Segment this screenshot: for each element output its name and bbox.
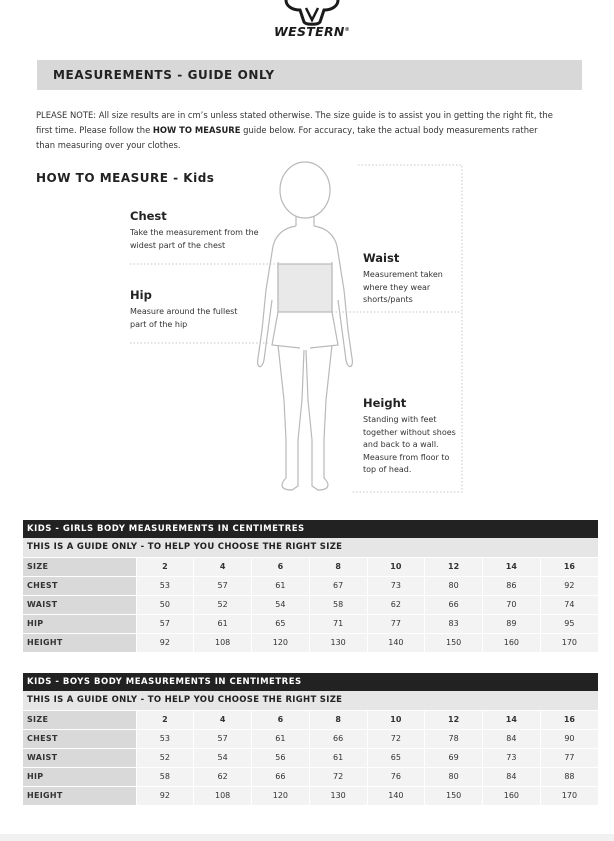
- table-cell: 14: [483, 557, 541, 576]
- table-cell: 65: [252, 614, 310, 633]
- girls-measurements-table: [23, 520, 598, 652]
- table-cell: 61: [252, 576, 310, 595]
- note-paragraph: [36, 108, 558, 153]
- table-cell: 16: [540, 710, 598, 729]
- row-label: HIP: [23, 767, 136, 786]
- table-row: [23, 748, 598, 767]
- waist-title: Waist: [363, 251, 400, 265]
- table-cell: 84: [483, 729, 541, 748]
- table-cell: 66: [425, 595, 483, 614]
- table-cell: 56: [252, 748, 310, 767]
- table-cell: 67: [309, 576, 367, 595]
- table-cell: 10: [367, 710, 425, 729]
- table-cell: 108: [194, 633, 252, 652]
- table-row: [23, 729, 598, 748]
- table-cell: 57: [136, 614, 194, 633]
- row-label: HEIGHT: [23, 786, 136, 805]
- row-label: SIZE: [23, 710, 136, 729]
- girls-table-body: [23, 557, 598, 652]
- table-cell: 8: [309, 710, 367, 729]
- brand-reg-mark: ®: [344, 26, 350, 33]
- row-label: WAIST: [23, 748, 136, 767]
- table-cell: 86: [483, 576, 541, 595]
- row-label: HEIGHT: [23, 633, 136, 652]
- table-row: [23, 576, 598, 595]
- table-cell: 160: [483, 786, 541, 805]
- table-cell: 76: [367, 767, 425, 786]
- table-cell: 92: [136, 633, 194, 652]
- table-cell: 54: [252, 595, 310, 614]
- waist-text: Measurement taken where they wear shorts/pants: [363, 270, 443, 304]
- table-cell: 92: [540, 576, 598, 595]
- table-cell: 170: [540, 786, 598, 805]
- table-cell: 54: [194, 748, 252, 767]
- table-cell: 57: [194, 729, 252, 748]
- child-silhouette: [258, 162, 353, 490]
- table-cell: 12: [425, 710, 483, 729]
- table-cell: 72: [367, 729, 425, 748]
- hip-title: Hip: [130, 288, 152, 302]
- table-row: [23, 614, 598, 633]
- row-label: SIZE: [23, 557, 136, 576]
- table-cell: 62: [367, 595, 425, 614]
- boys-table-body: [23, 710, 598, 805]
- boys-measurements-table: [23, 673, 598, 805]
- table-cell: 80: [425, 767, 483, 786]
- table-cell: 14: [483, 710, 541, 729]
- table-cell: 80: [425, 576, 483, 595]
- boys-table-subheader-row: [23, 691, 598, 710]
- how-to-measure-title: HOW TO MEASURE - Kids: [36, 171, 215, 185]
- hip-text: Measure around the fullest part of the hip: [130, 307, 238, 329]
- note-prefix: PLEASE NOTE: All size results are in cm’s unless stated otherwise. The size guide is to assist you in getting the right fit, the first time. Please follow the: [36, 110, 553, 135]
- table-cell: 65: [367, 748, 425, 767]
- page-title-band: [37, 60, 582, 90]
- table-row: [23, 557, 598, 576]
- table-cell: 77: [540, 748, 598, 767]
- table-cell: 140: [367, 786, 425, 805]
- table-cell: 58: [309, 595, 367, 614]
- table-cell: 120: [252, 786, 310, 805]
- table-cell: 74: [540, 595, 598, 614]
- table-cell: 77: [367, 614, 425, 633]
- table-cell: 52: [194, 595, 252, 614]
- row-label: CHEST: [23, 729, 136, 748]
- table-cell: 8: [309, 557, 367, 576]
- table-cell: 61: [194, 614, 252, 633]
- table-cell: 4: [194, 557, 252, 576]
- table-row: [23, 786, 598, 805]
- table-cell: 120: [252, 633, 310, 652]
- page-title: MEASUREMENTS - GUIDE ONLY: [53, 68, 275, 82]
- table-cell: 150: [425, 633, 483, 652]
- table-cell: 83: [425, 614, 483, 633]
- table-cell: 53: [136, 576, 194, 595]
- girls-table-header-row: [23, 520, 598, 538]
- table-cell: 4: [194, 710, 252, 729]
- table-cell: 6: [252, 710, 310, 729]
- table-cell: 58: [136, 767, 194, 786]
- table-cell: 88: [540, 767, 598, 786]
- table-cell: 73: [367, 576, 425, 595]
- height-title: Height: [363, 396, 407, 410]
- table-cell: 66: [309, 729, 367, 748]
- table-cell: 92: [136, 786, 194, 805]
- table-cell: 150: [425, 786, 483, 805]
- row-label: CHEST: [23, 576, 136, 595]
- table-cell: 2: [136, 710, 194, 729]
- table-cell: 89: [483, 614, 541, 633]
- table-cell: 73: [483, 748, 541, 767]
- row-label: HIP: [23, 614, 136, 633]
- girls-table-header: KIDS - GIRLS BODY MEASUREMENTS IN CENTIMETRES: [23, 520, 598, 538]
- table-cell: 10: [367, 557, 425, 576]
- table-cell: 140: [367, 633, 425, 652]
- brand-wordmark: [262, 24, 362, 39]
- table-cell: 66: [252, 767, 310, 786]
- table-cell: 78: [425, 729, 483, 748]
- brand-name: WESTERN: [274, 24, 345, 39]
- table-cell: 84: [483, 767, 541, 786]
- table-cell: 95: [540, 614, 598, 633]
- footer-strip: [0, 834, 614, 841]
- table-cell: 12: [425, 557, 483, 576]
- row-label: WAIST: [23, 595, 136, 614]
- boys-table-header-row: [23, 673, 598, 691]
- girls-table-subheader: THIS IS A GUIDE ONLY - TO HELP YOU CHOOSE THE RIGHT SIZE: [23, 538, 598, 557]
- table-cell: 130: [309, 786, 367, 805]
- boys-table-subheader: THIS IS A GUIDE ONLY - TO HELP YOU CHOOSE THE RIGHT SIZE: [23, 691, 598, 710]
- table-cell: 57: [194, 576, 252, 595]
- table-cell: 130: [309, 633, 367, 652]
- note-emphasis: HOW TO MEASURE: [152, 125, 241, 135]
- table-cell: 170: [540, 633, 598, 652]
- table-cell: 108: [194, 786, 252, 805]
- table-cell: 2: [136, 557, 194, 576]
- chest-title: Chest: [130, 209, 167, 223]
- brand-logo: [262, 0, 362, 44]
- note-suffix: guide below. For accuracy, take the actual body measurements rather than measuring over your clothes.: [36, 125, 538, 150]
- table-cell: 52: [136, 748, 194, 767]
- table-cell: 61: [252, 729, 310, 748]
- table-cell: 70: [483, 595, 541, 614]
- table-cell: 61: [309, 748, 367, 767]
- table-cell: 160: [483, 633, 541, 652]
- boys-table-header: KIDS - BOYS BODY MEASUREMENTS IN CENTIMETRES: [23, 673, 598, 691]
- table-cell: 6: [252, 557, 310, 576]
- table-row: [23, 633, 598, 652]
- chest-text: Take the measurement from the widest part of the chest: [130, 228, 259, 250]
- table-cell: 69: [425, 748, 483, 767]
- bull-head-icon: [278, 0, 346, 26]
- table-cell: 50: [136, 595, 194, 614]
- table-row: [23, 595, 598, 614]
- table-row: [23, 767, 598, 786]
- table-cell: 71: [309, 614, 367, 633]
- girls-table-subheader-row: [23, 538, 598, 557]
- table-cell: 53: [136, 729, 194, 748]
- table-cell: 62: [194, 767, 252, 786]
- table-row: [23, 710, 598, 729]
- height-text: Standing with feet together without shoes and back to a wall. Measure from floor to top of head.: [363, 415, 456, 474]
- table-cell: 16: [540, 557, 598, 576]
- table-cell: 90: [540, 729, 598, 748]
- table-cell: 72: [309, 767, 367, 786]
